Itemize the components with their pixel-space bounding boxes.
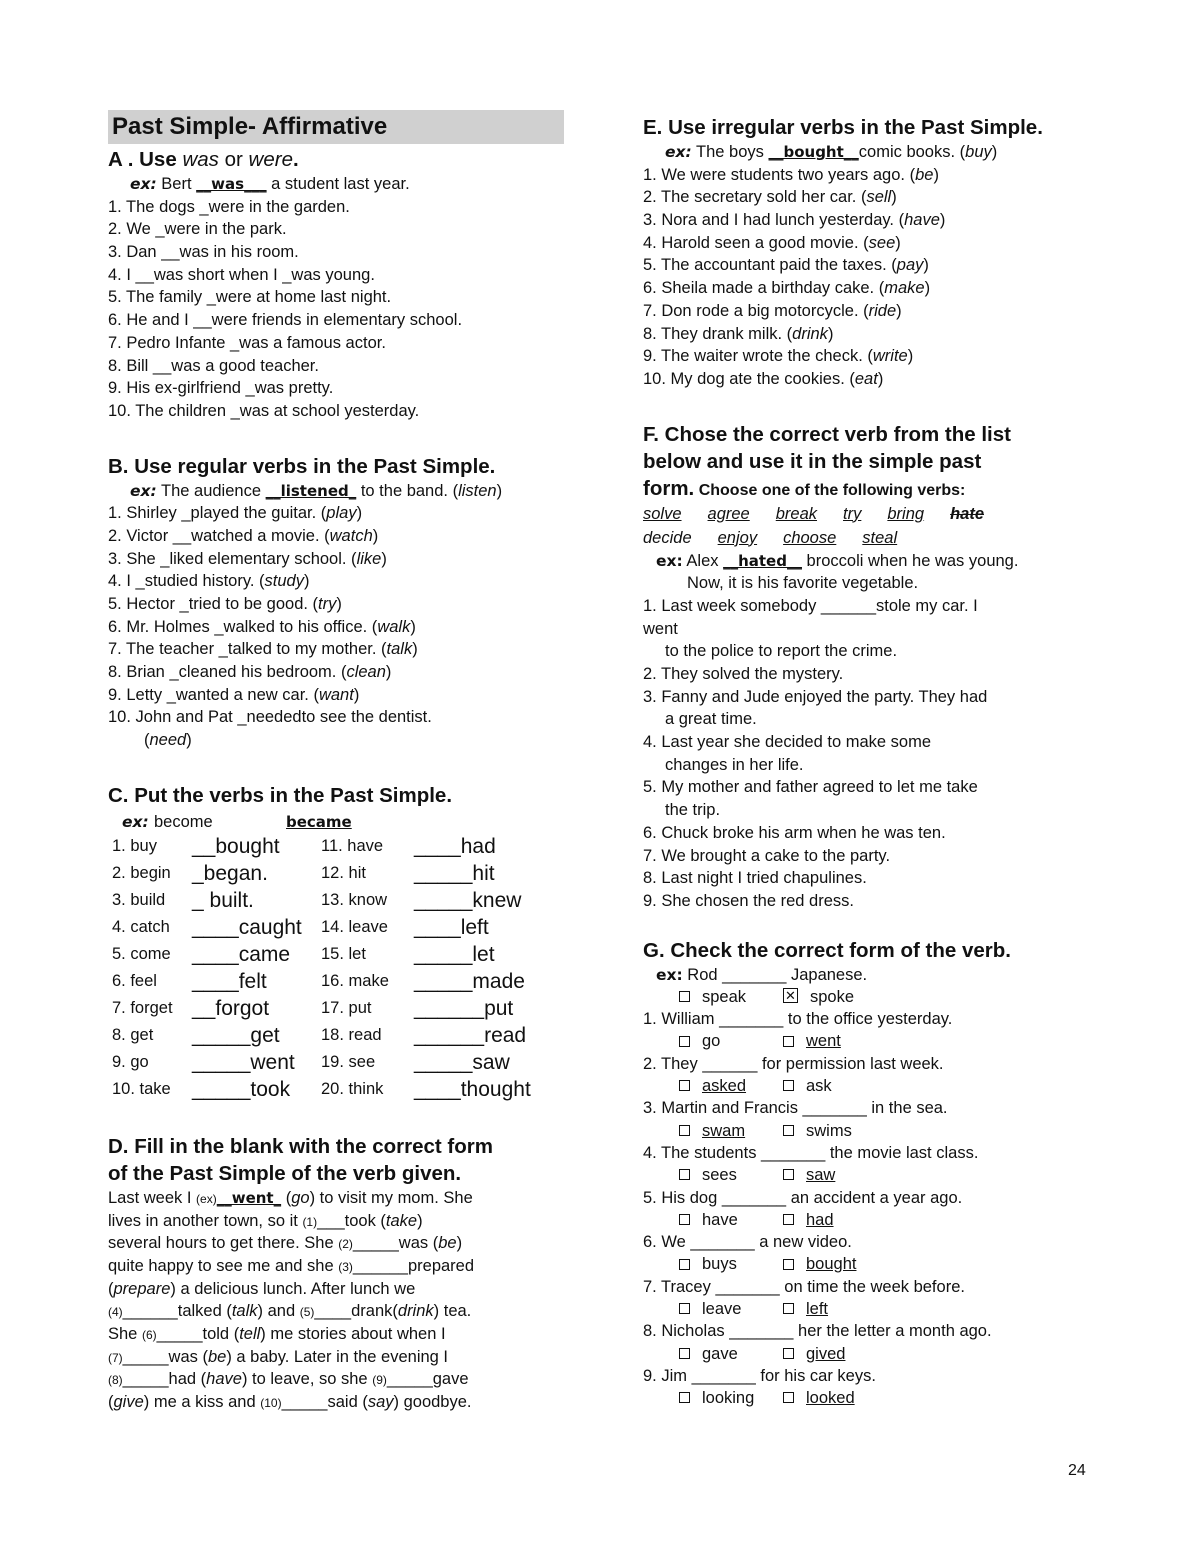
checkbox-icon[interactable] [783,1348,794,1359]
section-b-item: 2. Victor __watched a movie. (watch) [108,526,379,545]
text: 10. take [112,1079,171,1098]
section-e-item: 10. My dog ate the cookies. (eat) [643,369,884,388]
text: went [806,1032,841,1051]
text: _____took [192,1077,291,1101]
section-b-item [108,706,564,729]
text: ______put [414,996,514,1020]
text: have [702,1210,738,1229]
checkbox-icon[interactable] [783,1036,794,1047]
text: ) [372,526,379,545]
section-f-line: to the police to report the crime. [665,642,898,661]
left-column [108,110,564,1414]
text: swims [806,1121,852,1140]
text: _began. [192,861,268,885]
checkbox-icon[interactable] [679,1214,690,1225]
section-b-item: 1. Shirley _played the guitar. (play) [108,504,363,523]
section-c-row [108,1076,564,1103]
text: 9. The waiter wrote the check. ( [643,347,873,366]
section-e-item: 1. We were students two years ago. (be) [643,165,939,184]
verb-option: enjoy [717,528,758,547]
section-c-row [108,1049,564,1076]
verb-option-used: hate [950,504,984,523]
section-e-item: 6. Sheila made a birthday cake. (make) [643,279,931,298]
text: 9. Letty _wanted a new car. ( [108,685,319,704]
section-e-item: 2. The secretary sold her car. (sell) [643,188,897,207]
text: 5. come [112,944,171,963]
checkbox-icon[interactable] [783,1392,794,1403]
checkbox-icon[interactable] [783,1303,794,1314]
section-f-line: 8. Last night I tried chapulines. [643,869,867,888]
section-f-line: 2. They solved the mystery. [643,665,844,683]
section-f-line: changes in her life. [665,755,804,774]
section-c-row [108,860,564,887]
section-g-question: 4. The students _______ the movie last class. [643,1143,979,1162]
section-e-item: 7. Don rode a big motorcycle. (ride) [643,301,902,320]
text: 1. buy [112,836,157,855]
section-b-heading: B. Use regular verbs in the Past Simple. [108,454,496,478]
text: 6. Sheila made a birthday cake. ( [643,279,885,298]
text: 3. build [112,890,166,909]
text: ) [410,617,416,636]
section-e-items [643,164,1113,391]
text: 16. make [321,971,389,990]
section-f-example-cont: Now, it is his favorite vegetable. [687,574,919,593]
section-c-row [108,968,564,995]
text: _____let [414,942,495,966]
verb-option: solve [643,504,682,523]
section-g-example: ex: Rod _______ Japanese. [656,965,868,984]
text: ____had [414,834,496,858]
section-f-line: 7. We brought a cake to the party. [643,846,891,865]
text: 3. She _liked elementary school. ( [108,549,357,568]
section-a-item: 5. The family _were at home last night. [108,288,392,307]
checkbox-icon[interactable] [679,1259,690,1270]
text: 10. My dog ate the cookies. ( [643,369,855,388]
section-b-example: ex: The audience __listened_ to the band. (listen) [130,481,503,500]
section-c-example: ex: become became [122,812,352,831]
text: leave [702,1300,742,1319]
section-g-question: 6. We _______ a new video. [643,1233,852,1252]
text: 12. hit [321,863,366,882]
text: sees [702,1166,737,1185]
section-f-verb-list-1 [643,502,1113,526]
verb-option: choose [783,528,837,547]
text: gave [702,1344,738,1363]
section-g-options [643,1120,1113,1142]
section-f-items [643,595,1113,913]
section-g-options [643,1298,1113,1320]
text: buys [702,1255,737,1274]
text: go [702,1032,721,1051]
section-b-item: 4. I _studied history. (study) [108,572,310,591]
section-e-item: 9. The waiter wrote the check. (write) [643,347,914,366]
section-f-heading-2: below and use it in the simple past [643,449,982,473]
text: 4. I _studied history. ( [108,572,265,591]
text: 7. Don rode a big motorcycle. ( [643,301,869,320]
section-b-item: 8. Brian _cleaned his bedroom. (clean) [108,663,392,682]
text: ) [891,188,897,207]
section-a-item: 6. He and I __were friends in elementary school. [108,311,463,330]
checkbox-icon[interactable] [679,991,690,1002]
text: ____came [192,942,291,966]
checkbox-icon[interactable] [679,1348,690,1359]
text: 1. Shirley _played the guitar. ( [108,504,327,523]
section-c-row [108,833,564,860]
section-f-heading-1: F. Chose the correct verb from the list [643,422,1011,446]
verb-option: decide [643,528,692,547]
page-number: 24 [1068,1462,1086,1479]
section-a-item: 9. His ex-girlfriend _was pretty. [108,379,334,398]
checkbox-icon[interactable] [783,1214,794,1225]
section-f-line: 3. Fanny and Jude enjoyed the party. They had [643,687,988,706]
verb-option: bring [887,504,925,523]
text: 9. go [112,1052,149,1071]
text: ) [353,685,360,704]
text: ) [877,369,884,388]
section-g-options [643,1387,1113,1409]
text: ) [907,347,914,366]
section-e-heading: E. Use irregular verbs in the Past Simple. [643,116,1043,139]
text: _____saw [414,1050,510,1074]
text: ) [923,256,929,275]
text: 4. Harold seen a good movie. ( [643,233,869,252]
section-f-line: 6. Chuck broke his arm when he was ten. [643,823,946,842]
section-a-item: 10. The children _was at school yesterday. [108,401,420,420]
section-b-item: 6. Mr. Holmes _walked to his office. (walk) [108,617,416,636]
section-g-options [643,1343,1113,1365]
checkbox-icon[interactable] [679,1036,690,1047]
checkbox-icon[interactable] [783,1125,794,1136]
section-g-options [643,1075,1113,1097]
section-d-heading-1: D. Fill in the blank with the correct form [108,1134,493,1158]
section-d-heading-2: of the Past Simple of the verb given. [108,1161,462,1185]
text: ______read [414,1023,527,1047]
right-column [643,114,1113,1410]
section-e-item: 4. Harold seen a good movie. (see) [643,233,901,252]
section-f-line: 9. She chosen the red dress. [643,891,854,910]
text: _____get [192,1023,280,1047]
checked-box-icon[interactable]: ✕ [783,988,798,1003]
section-f-line: 1. Last week somebody ______stole my car. I [643,596,978,615]
section-b-item: 7. The teacher _talked to my mother. (talk) [108,640,418,659]
checkbox-icon[interactable] [783,1080,794,1091]
section-c-table [108,833,564,1103]
checkbox-icon[interactable] [679,1169,690,1180]
text: _____made [414,969,525,993]
text: 11. have [321,836,384,855]
section-f-line: 5. My mother and father agreed to let me take [643,778,978,797]
text: ) [356,504,363,523]
section-a-items [108,196,564,423]
section-g-example-options: speak ✕ spoke [643,986,1113,1008]
text: __forgot [192,996,270,1020]
text: 18. read [321,1025,382,1044]
text: ) [895,233,901,252]
text: 6. Mr. Holmes _walked to his office. ( [108,617,378,636]
section-a-item: 3. Dan __was in his room. [108,243,299,262]
section-c-row [108,887,564,914]
section-a-heading: A . Use was or were. [108,148,299,171]
text: looking [702,1389,755,1408]
checkbox-icon[interactable] [679,1125,690,1136]
text: looked [806,1389,855,1408]
section-b-item: 5. Hector _tried to be good. (try) [108,595,342,613]
text: 14. leave [321,917,388,936]
checkbox-icon[interactable] [679,1303,690,1314]
text: 10. John and Pat _neededto see the dentist. [108,708,432,727]
section-f-heading-3: form. Choose one of the following verbs: [643,476,966,500]
section-g-options [643,1164,1113,1186]
section-g-question: 1. William _______ to the office yesterday. [643,1010,953,1029]
section-a-item: 8. Bill __was a good teacher. [108,356,319,375]
section-c-row [108,1022,564,1049]
text: 2. begin [112,863,171,882]
text: had [806,1210,834,1229]
verb-option: try [843,504,862,523]
section-g-question: 7. Tracey _______ on time the week before. [643,1277,965,1296]
text: ) [385,663,392,682]
page-title: Past Simple- Affirmative [108,110,564,144]
section-a-example: ex: Bert __was___ a student last year. [130,175,410,193]
section-g-question: 8. Nicholas _______ her the letter a month ago. [643,1322,992,1341]
text: 15. let [321,944,366,963]
section-g-options [643,1253,1113,1275]
section-f-example: ex: Alex __hated__ broccoli when he was young. [656,551,1019,570]
section-g-question: 2. They ______ for permission last week. [643,1054,944,1073]
section-c-heading: C. Put the verbs in the Past Simple. [108,783,453,807]
text: ) [933,165,939,184]
text: ) [303,572,310,591]
section-a-item: 4. I __was short when I _was young. [108,265,375,284]
text: 7. forget [112,998,173,1017]
section-g-question: 9. Jim _______ for his car keys. [643,1366,876,1385]
text: 8. They drank milk. ( [643,324,793,343]
verb-option: agree [707,504,750,523]
text: 13. know [321,890,388,909]
text: 5. The accountant paid the taxes. ( [643,256,897,275]
section-b-item: 3. She _liked elementary school. (like) [108,549,387,568]
section-e-item: 8. They drank milk. (drink) [643,324,834,343]
text: ) [336,595,342,613]
text: 2. The secretary sold her car. ( [643,188,867,207]
section-g-question: 5. His dog _______ an accident a year ago. [643,1188,963,1207]
section-f-line: 4. Last year she decided to make some [643,733,931,752]
section-a-item: 7. Pedro Infante _was a famous actor. [108,333,386,352]
section-b-item-10-cont: (need) [144,731,192,750]
text: ask [806,1077,832,1096]
section-a-item: 2. We _were in the park. [108,220,287,239]
verb-option: break [775,504,818,523]
section-e-item: 3. Nora and I had lunch yesterday. (have) [643,211,946,230]
section-g-options [643,1209,1113,1231]
section-g-question: 3. Martin and Francis _______ in the sea. [643,1099,948,1118]
text: saw [806,1166,836,1185]
section-e-item: 5. The accountant paid the taxes. (pay) [643,256,929,275]
text: ____thought [414,1077,531,1101]
text: 7. The teacher _talked to my mother. ( [108,640,387,659]
section-c-row [108,914,564,941]
text: 1. We were students two years ago. ( [643,165,916,184]
text: ) [896,301,902,320]
text: gived [806,1344,846,1363]
section-f-verb-list-2 [643,526,1113,550]
text: ) [827,324,834,343]
section-c-row [108,995,564,1022]
text: left [806,1300,829,1319]
text: __bought [192,834,280,858]
checkbox-icon[interactable] [783,1259,794,1270]
text: ) [939,211,946,230]
text: 2. Victor __watched a movie. ( [108,526,330,545]
section-g-heading: G. Check the correct form of the verb. [643,938,1011,962]
text: _____knew [414,888,522,912]
text: ) [381,549,387,568]
text: swam [702,1121,746,1140]
text: asked [702,1077,747,1096]
section-f-line: the trip. [665,801,721,820]
text: _ built. [192,888,254,912]
text: 19. see [321,1052,376,1071]
text: 3. Nora and I had lunch yesterday. ( [643,211,905,230]
text: ) [924,279,931,298]
section-b-item: 9. Letty _wanted a new car. (want) [108,685,360,704]
text: ____caught [192,915,302,939]
text: 5. Hector _tried to be good. ( [108,595,319,613]
text: bought [806,1255,857,1274]
section-b-items [108,502,564,729]
text: ____felt [192,969,267,993]
text: ) [412,640,418,659]
verb-option: steal [862,528,898,547]
section-e-example: ex: The boys __bought__comic books. (buy) [665,143,998,161]
section-f-line: a great time. [665,710,757,729]
text: 17. put [321,998,372,1017]
section-g-items [643,1008,1113,1409]
text: _____hit [414,861,495,885]
checkbox-icon[interactable] [679,1080,690,1091]
checkbox-icon[interactable] [679,1392,690,1403]
section-f-line: went [643,619,678,638]
text: 20. think [321,1079,384,1098]
text: 8. get [112,1025,154,1044]
section-d-paragraph: Last week I (ex)__went_ (go) to visit my mom. She lives in another town, so it (1)___took (take) several hours to get there. She (2)_____was (be) quite happy to see me and she (3)______prepared (prepare) a delicious lunch. After lunch we (4)______talked (talk) and (5)____drank(drink) tea. She (6)_____told (tell) me stories about when I (7)_____was (be) a baby. Later in the evening I (8)_____had (have) to leave, so she (9)_____gave (give) me a kiss and (10)_____said (say) goodbye. [108,1188,475,1411]
section-g-options [643,1030,1113,1052]
section-c-row [108,941,564,968]
checkbox-icon[interactable] [783,1169,794,1180]
text: _____went [192,1050,295,1074]
section-a-item: 1. The dogs _were in the garden. [108,197,350,216]
text: 4. catch [112,917,170,936]
text: ____left [414,915,489,939]
text: 8. Brian _cleaned his bedroom. ( [108,663,347,682]
text: 6. feel [112,971,157,990]
